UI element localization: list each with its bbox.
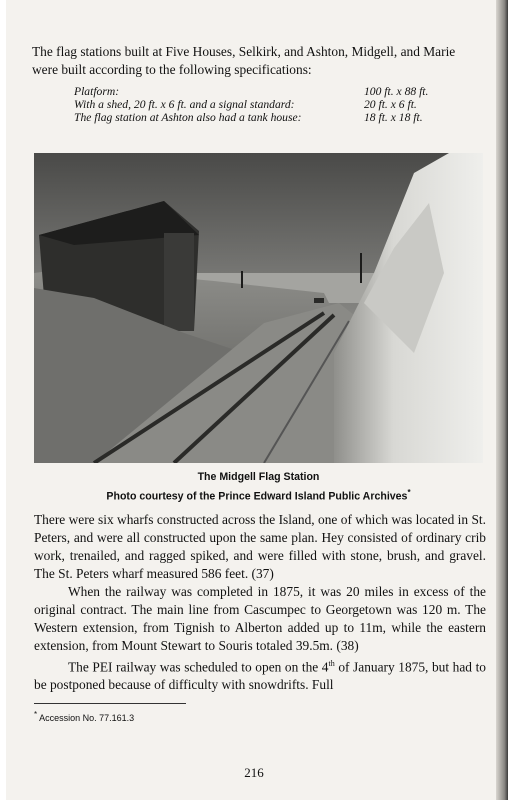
photo-caption [34,470,483,505]
spec-row-tank-house [74,111,454,124]
intro-paragraph: The flag stations built at Five Houses, Selkirk, and Ashton, Midgell, and Marie were built according to the following specifications: [32,44,456,77]
specifications-list [74,85,454,124]
spec-value: 20 ft. x 6 ft. [364,98,417,111]
spec-row-shed [74,98,454,111]
footnote-divider [34,703,186,704]
paragraph-opening: The PEI railway was scheduled to open on the 4th of January 1875, but had to be postponed because of difficulty with snowdrifts. Full [34,659,486,693]
caption-credit: Photo courtesy of the Prince Edward Island Public Archives* [106,488,411,503]
body-text [34,511,486,694]
paragraph-wharfs: There were six wharfs constructed across the Island, one of which was located in St. Peters, and were all constructed upon the same plan. Hey consisted of ordinary crib work, trenailed, and ragged spiked, and were filled with stone, brush, and gravel. The St. Peters wharf measured 586 feet. (37) [34,512,486,581]
spec-value: 18 ft. x 18 ft. [364,111,423,124]
footnote-marker: * [34,710,38,719]
spec-label: The flag station at Ashton also had a tank house: [74,111,302,124]
photo-illustration [34,153,483,463]
page-number: 216 [244,765,264,780]
page-edge-shadow [496,0,508,800]
midgell-flag-station-photo [34,153,483,463]
spec-label: With a shed, 20 ft. x 6 ft. and a signal standard: [74,98,295,111]
spec-label: Platform: [74,85,120,98]
spec-row-platform [74,85,454,98]
footnote-marker: * [407,488,411,497]
ordinal-suffix: th [328,659,335,668]
spec-value: 100 ft. x 88 ft. [364,85,429,98]
paragraph-completion: When the railway was completed in 1875, it was 20 miles in excess of the original contract. The main line from Cascumpec to Georgetown was 120 m. The Western extension, from Tignish to Alberton added up to 11m, while the eastern extension, from Mount Stewart to Souris totaled 39.5m. (38) [34,584,486,653]
footnote: * Accession No. 77.161.3 [34,710,135,723]
caption-title: The Midgell Flag Station [197,471,320,483]
